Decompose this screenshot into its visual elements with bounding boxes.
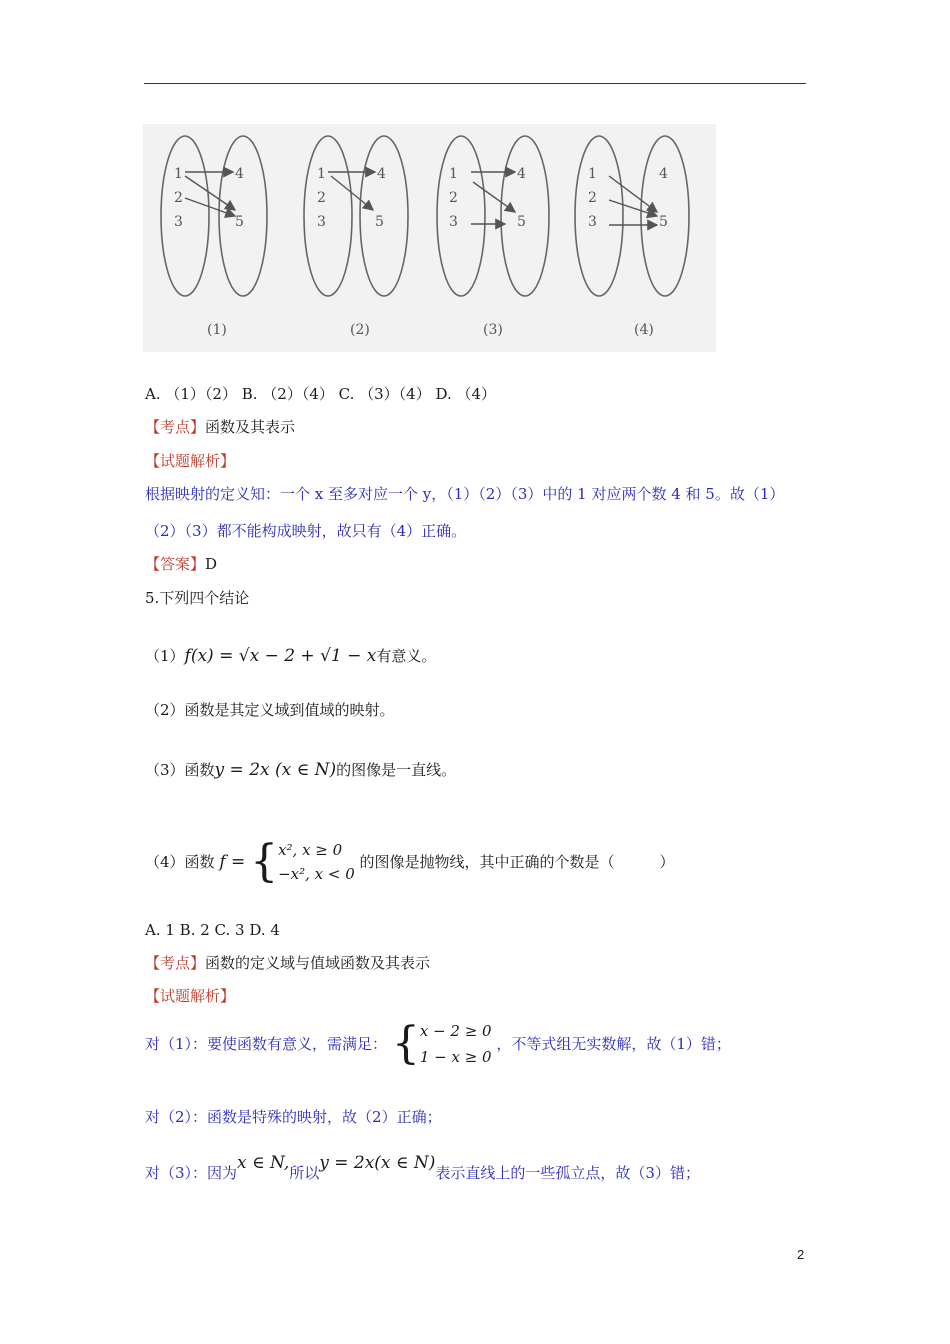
d2-right-4: 4 (377, 166, 386, 182)
q5-options: A. 1 B. 2 C. 3 D. 4 (145, 921, 280, 939)
q5-analysis-3 (145, 1153, 700, 1183)
d2-left-3: 3 (317, 214, 326, 230)
q5-a3-math2: y = 2x(x ∈ N) (319, 1153, 436, 1173)
q5-analysis-1 (145, 1018, 731, 1070)
d2-left-1: 1 (317, 166, 326, 182)
q5-item1-formula: f(x) = √x − 2 + √1 − x (184, 646, 377, 666)
q5-kaodian-text: 函数的定义域与值域函数及其表示 (205, 954, 431, 972)
d3-arrow-2-5 (473, 182, 515, 212)
q5-item1-suffix: 有意义。 (376, 647, 437, 665)
q5-a1-brace: { (391, 1018, 420, 1069)
d1-arrow-1-5 (185, 176, 235, 210)
mapping-diagrams-svg (143, 124, 716, 352)
q5-a3-math1: x ∈ N, (237, 1153, 290, 1173)
q5-item4-f: f = (219, 852, 246, 872)
header-rule (144, 83, 806, 84)
diagram2-codomain-ellipse (360, 136, 408, 296)
d4-left-3: 3 (588, 214, 597, 230)
q5-kaodian (145, 953, 430, 973)
diagram3-domain-ellipse (437, 136, 485, 296)
q4-answer (145, 554, 217, 574)
q5-item1 (145, 646, 436, 666)
q5-a1-case1: x − 2 ≥ 0 (419, 1022, 492, 1040)
diagram1-domain-ellipse (161, 136, 209, 296)
q5-a3-mid: 所以 (289, 1164, 320, 1182)
q5-item4-piecewise (250, 838, 355, 886)
q5-item3-suffix: 的图像是一直线。 (336, 761, 457, 779)
q5-item3-formula: y = 2x (x ∈ N) (214, 760, 337, 780)
d2-left-2: 2 (317, 190, 326, 206)
d4-arrow-1-5 (609, 176, 657, 212)
q5-item4-case2: −x², x < 0 (278, 865, 355, 883)
diagram4-domain-ellipse (575, 136, 623, 296)
q5-item4 (145, 838, 675, 886)
q4-kaodian-tag: 【考点】 (145, 418, 206, 436)
q4-answer-tag: 【答案】 (145, 555, 206, 573)
d4-right-4: 4 (659, 166, 668, 182)
d2-caption: (2) (350, 322, 370, 338)
q5-item1-prefix: （1） (145, 647, 185, 665)
d2-right-5: 5 (375, 214, 384, 230)
q4-kaodian (145, 417, 295, 437)
q5-a1-case2: 1 − x ≥ 0 (419, 1048, 492, 1066)
d4-right-5: 5 (659, 214, 668, 230)
d1-caption: (1) (207, 322, 227, 338)
page-number: 2 (797, 1247, 805, 1262)
q5-analysis-2: 对（2）：函数是特殊的映射，故（2）正确； (145, 1108, 442, 1126)
q5-item3 (145, 760, 456, 780)
d1-right-4: 4 (235, 166, 244, 182)
q5-a3-suffix: 表示直线上的一些孤立点，故（3）错； (435, 1164, 700, 1182)
q5-a1-suffix: ，不等式组无实数解，故（1）错； (496, 1035, 731, 1053)
d4-left-2: 2 (588, 190, 597, 206)
d1-left-3: 3 (174, 214, 183, 230)
q4-options: A. （1）（2） B. （2）（4） C. （3）（4） D. （4） (145, 385, 497, 403)
q5-a1-prefix: 对（1）：要使函数有意义，需满足： (145, 1035, 388, 1053)
d1-right-5: 5 (235, 214, 244, 230)
d1-left-2: 2 (174, 190, 183, 206)
q4-analysis-tag: 【试题解析】 (145, 452, 236, 470)
q5-a1-system (392, 1018, 492, 1070)
d3-right-5: 5 (517, 214, 526, 230)
d3-left-1: 1 (449, 166, 458, 182)
q5-item4-prefix: （4）函数 (145, 853, 215, 871)
q5-item3-prefix: （3）函数 (145, 761, 215, 779)
d3-left-2: 2 (449, 190, 458, 206)
q5-stem: 5.下列四个结论 (145, 589, 250, 607)
q5-a3-prefix: 对（3）：因为 (145, 1164, 238, 1182)
q5-item4-case1: x², x ≥ 0 (278, 841, 343, 859)
d4-arrow-2-5 (609, 200, 657, 216)
d3-caption: (3) (483, 322, 503, 338)
q5-item2: （2）函数是其定义域到值域的映射。 (145, 701, 395, 719)
mapping-figure (143, 124, 716, 352)
q5-item4-suffix: 的图像是抛物线，其中正确的个数是（ ） (359, 853, 675, 871)
q5-analysis-tag: 【试题解析】 (145, 987, 236, 1005)
d3-left-3: 3 (449, 214, 458, 230)
d4-caption: (4) (634, 322, 654, 338)
diagram2-domain-ellipse (304, 136, 352, 296)
d4-left-1: 1 (588, 166, 597, 182)
q5-kaodian-tag: 【考点】 (145, 954, 206, 972)
q4-analysis-line1: 根据映射的定义知：一个 x 至多对应一个 y，（1）（2）（3）中的 1 对应两个数 4 和 5。故（1） (145, 485, 785, 503)
q4-kaodian-text: 函数及其表示 (205, 418, 296, 436)
q4-analysis-line2: （2）（3）都不能构成映射，故只有（4）正确。 (145, 522, 467, 540)
d1-arrow-2-5 (185, 198, 235, 216)
d3-right-4: 4 (517, 166, 526, 182)
d1-left-1: 1 (174, 166, 183, 182)
q4-answer-text: D (205, 555, 218, 573)
q5-item4-brace: { (250, 836, 279, 887)
